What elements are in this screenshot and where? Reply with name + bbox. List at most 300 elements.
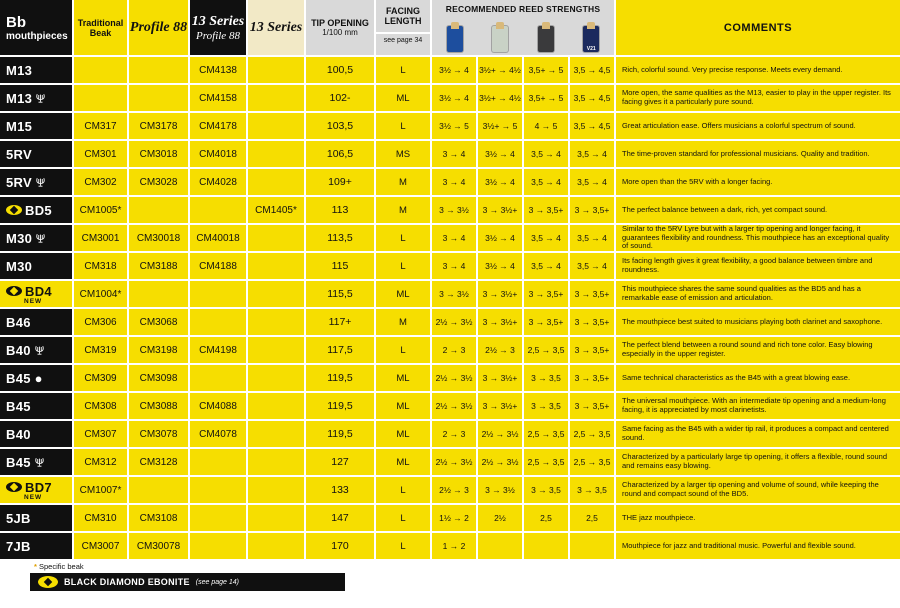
traditional-beak-ref: CM319	[74, 337, 127, 363]
reed-strength-56-rue-lepic: 3 → 3,5+	[524, 197, 568, 223]
reed-strength-v12: 3½ → 4	[478, 253, 522, 279]
reed-strength-v21: 3 → 3,5+	[570, 197, 614, 223]
reed-strength-56-rue-lepic: 3,5 → 4	[524, 169, 568, 195]
reed-strength-v12: 3 → 3½+	[478, 365, 522, 391]
tip-opening-value: 103,5	[306, 113, 374, 139]
comment-cell: THE jazz mouthpiece.	[616, 505, 900, 531]
reed-strength-56-rue-lepic	[524, 533, 568, 559]
table-row	[0, 85, 900, 111]
model-name: B46	[6, 314, 31, 330]
header-reeds-title: RECOMMENDED REED STRENGTHS	[445, 4, 601, 14]
model-label-group	[6, 63, 32, 78]
reed-strength-56-rue-lepic: 3,5+ → 5	[524, 57, 568, 83]
facing-length-value: L	[376, 113, 430, 139]
model-cell	[0, 337, 72, 363]
facing-length-value: MS	[376, 141, 430, 167]
reed-strength-56-rue-lepic: 2,5 → 3,5	[524, 449, 568, 475]
model-name: B45	[6, 454, 31, 470]
reed-strength-56-rue-lepic: 4 → 5	[524, 113, 568, 139]
reed-strength-traditional: 2½ → 3½	[432, 393, 476, 419]
model-name: B40	[6, 426, 31, 442]
model-label-group	[6, 511, 31, 526]
reed-strength-v12: 3 → 3½+	[478, 309, 522, 335]
series13-ref	[248, 169, 304, 195]
asterisk: *	[34, 562, 37, 571]
facing-length-value: ML	[376, 85, 430, 111]
reed-strength-56-rue-lepic: 3 → 3,5+	[524, 281, 568, 307]
reed-strength-v21: 2,5	[570, 505, 614, 531]
reed-strength-traditional: 3½ → 5	[432, 113, 476, 139]
series13-profile88-ref: CM40018	[190, 225, 246, 251]
profile88-ref: CM3108	[129, 505, 188, 531]
model-label-group	[6, 284, 52, 299]
facing-length-value: L	[376, 57, 430, 83]
tip-opening-value: 115	[306, 253, 374, 279]
specific-beak-text: Specific beak	[36, 562, 84, 571]
series13-profile88-ref	[190, 309, 246, 335]
model-name: 7JB	[6, 538, 31, 554]
series13-ref	[248, 253, 304, 279]
model-cell	[0, 225, 72, 251]
header-profile88: Profile 88	[129, 0, 188, 55]
reed-strength-v21: 3,5 → 4	[570, 141, 614, 167]
profile88-ref	[129, 197, 188, 223]
tip-opening-value: 115,5	[306, 281, 374, 307]
reed-strength-v12: 3 → 3½	[478, 477, 522, 503]
traditional-beak-ref: CM312	[74, 449, 127, 475]
traditional-beak-ref: CM301	[74, 141, 127, 167]
profile88-ref: CM3178	[129, 113, 188, 139]
comment-cell: More open, the same qualities as the M13, easier to play in the upper register. Its facing gives it a particularly pure sound.	[616, 85, 900, 111]
header-13series-sub: Profile 88	[196, 29, 240, 42]
series13-profile88-ref	[190, 365, 246, 391]
reed-strength-traditional: 2½ → 3½	[432, 449, 476, 475]
tip-opening-value: 106,5	[306, 141, 374, 167]
profile88-ref	[129, 477, 188, 503]
reed-strength-traditional: 1½ → 2	[432, 505, 476, 531]
reed-strength-56-rue-lepic: 3,5 → 4	[524, 225, 568, 251]
reed-strength-v12: 2½ → 3½	[478, 449, 522, 475]
black-diamond-icon	[6, 205, 22, 215]
series13-ref	[248, 365, 304, 391]
model-name: M30	[6, 230, 33, 246]
series13-ref	[248, 225, 304, 251]
model-label-group	[6, 119, 32, 134]
reed-strength-v12	[478, 533, 522, 559]
reed-strength-v12: 2½	[478, 505, 522, 531]
model-cell	[0, 505, 72, 531]
model-label-group	[6, 91, 46, 106]
header-13series-profile88	[190, 0, 246, 55]
table-row	[0, 421, 900, 447]
reed-strength-traditional: 3 → 3½	[432, 197, 476, 223]
tip-opening-value: 113	[306, 197, 374, 223]
reed-strength-v12: 3 → 3½+	[478, 197, 522, 223]
traditional-beak-ref: CM318	[74, 253, 127, 279]
traditional-beak-ref: CM309	[74, 365, 127, 391]
comment-cell: Same technical characteristics as the B45 with a great blowing ease.	[616, 365, 900, 391]
table-row	[0, 477, 900, 503]
comment-cell: This mouthpiece shares the same sound qualities as the BD5 and has a remarkable ease of emission and articulation.	[616, 281, 900, 307]
model-name: 5JB	[6, 510, 31, 526]
series13-ref	[248, 309, 304, 335]
comment-cell: Mouthpiece for jazz and traditional music. Powerful and flexible sound.	[616, 533, 900, 559]
reed-strength-v21: 2,5 → 3,5	[570, 421, 614, 447]
comment-cell: The time-proven standard for professional musicians. Quality and tradition.	[616, 141, 900, 167]
reed-strength-56-rue-lepic: 3 → 3,5+	[524, 309, 568, 335]
model-name: BD5	[25, 202, 52, 218]
facing-length-value: L	[376, 505, 430, 531]
series13-profile88-ref	[190, 505, 246, 531]
reed-strength-traditional: 1 → 2	[432, 533, 476, 559]
facing-length-value: M	[376, 169, 430, 195]
lyre-icon	[34, 457, 45, 468]
lyre-icon	[35, 177, 46, 188]
reed-strength-v12: 3½+ → 5	[478, 113, 522, 139]
series13-ref	[248, 57, 304, 83]
tip-opening-value: 170	[306, 533, 374, 559]
reed-strength-v12: 2½ → 3½	[478, 421, 522, 447]
profile88-ref: CM3188	[129, 253, 188, 279]
facing-length-value: ML	[376, 421, 430, 447]
reed-traditional-icon	[447, 26, 463, 52]
facing-length-value: ML	[376, 449, 430, 475]
traditional-beak-ref: CM308	[74, 393, 127, 419]
comment-cell: Characterized by a particularly large tip opening, it offers a flexible, round sound and remains easy blowing.	[616, 449, 900, 475]
series13-profile88-ref: CM4178	[190, 113, 246, 139]
specific-beak-note	[34, 562, 900, 571]
reed-v21-icon: V21	[583, 26, 599, 52]
table-row	[0, 225, 900, 251]
tip-opening-value: 119,5	[306, 393, 374, 419]
comment-cell: Same facing as the B45 with a wider tip rail, it produces a compact and centered sound.	[616, 421, 900, 447]
series13-ref	[248, 141, 304, 167]
header-13series: 13 Series	[248, 0, 304, 55]
facing-length-value: L	[376, 225, 430, 251]
reed-strength-v21: 3,5 → 4	[570, 225, 614, 251]
series13-ref	[248, 449, 304, 475]
series13-profile88-ref: CM4018	[190, 141, 246, 167]
reed-strength-v21: 3,5 → 4,5	[570, 113, 614, 139]
model-name: 5RV	[6, 146, 32, 162]
model-cell	[0, 421, 72, 447]
header-tip-unit: 1/100 mm	[322, 28, 358, 37]
model-cell	[0, 393, 72, 419]
reed-icon-row	[432, 14, 614, 55]
facing-length-value: M	[376, 309, 430, 335]
reed-strength-56-rue-lepic: 3 → 3,5	[524, 365, 568, 391]
model-label-group	[6, 203, 52, 218]
model-cell	[0, 113, 72, 139]
model-label-group	[6, 371, 43, 386]
series13-profile88-ref: CM4088	[190, 393, 246, 419]
black-diamond-label: BLACK DIAMOND EBONITE	[64, 577, 190, 587]
tip-opening-value: 147	[306, 505, 374, 531]
series13-profile88-ref	[190, 197, 246, 223]
header-tip-title: TIP OPENING	[311, 18, 369, 28]
comment-cell: Rich, colorful sound. Very precise response. Meets every demand.	[616, 57, 900, 83]
model-cell	[0, 533, 72, 559]
table-row	[0, 505, 900, 531]
series13-ref: CM1405*	[248, 197, 304, 223]
model-label-group	[6, 455, 45, 470]
model-label-group	[6, 315, 31, 330]
series13-profile88-ref: CM4078	[190, 421, 246, 447]
model-cell	[0, 309, 72, 335]
facing-length-value: L	[376, 253, 430, 279]
table-row	[0, 281, 900, 307]
profile88-ref: CM3098	[129, 365, 188, 391]
model-label-group	[6, 343, 45, 358]
reed-strength-v12: 3½ → 4	[478, 169, 522, 195]
traditional-beak-ref: CM1004*	[74, 281, 127, 307]
comment-cell: The perfect balance between a dark, rich, yet compact sound.	[616, 197, 900, 223]
black-diamond-icon	[6, 482, 22, 492]
traditional-beak-ref: CM310	[74, 505, 127, 531]
comment-cell: Its facing length gives it great flexibility, a good balance between timbre and roundness.	[616, 253, 900, 279]
model-cell	[0, 281, 72, 307]
model-label-group	[6, 399, 31, 414]
lyre-icon	[35, 233, 46, 244]
traditional-beak-ref	[74, 85, 127, 111]
reed-strength-traditional: 3 → 4	[432, 169, 476, 195]
divider	[376, 32, 430, 34]
reed-strength-v21: 3 → 3,5+	[570, 309, 614, 335]
series13-profile88-ref: CM4188	[190, 253, 246, 279]
table-row	[0, 309, 900, 335]
traditional-beak-ref: CM1007*	[74, 477, 127, 503]
model-cell	[0, 85, 72, 111]
facing-length-value: ML	[376, 393, 430, 419]
comment-cell: Great articulation ease. Offers musicians a colorful spectrum of sound.	[616, 113, 900, 139]
tip-opening-value: 119,5	[306, 421, 374, 447]
lyre-icon	[35, 93, 46, 104]
reed-strength-traditional: 3½ → 4	[432, 85, 476, 111]
table-header	[0, 0, 900, 55]
profile88-ref: CM3128	[129, 449, 188, 475]
header-facing-note: see page 34	[383, 36, 423, 44]
header-facing-title: FACING LENGTH	[384, 6, 422, 27]
reed-strength-v12: 3 → 3½+	[478, 281, 522, 307]
reed-strength-traditional: 3 → 4	[432, 141, 476, 167]
model-cell	[0, 253, 72, 279]
tip-opening-value: 113,5	[306, 225, 374, 251]
traditional-beak-ref: CM306	[74, 309, 127, 335]
reed-strength-traditional: 3 → 4	[432, 253, 476, 279]
table-row	[0, 57, 900, 83]
series13-ref	[248, 533, 304, 559]
profile88-ref	[129, 57, 188, 83]
table-row	[0, 393, 900, 419]
reed-strength-v21: 3 → 3,5+	[570, 365, 614, 391]
reed-strength-v21: 3,5 → 4	[570, 253, 614, 279]
traditional-beak-ref: CM302	[74, 169, 127, 195]
tip-opening-value: 119,5	[306, 365, 374, 391]
header-tip-opening	[306, 0, 374, 55]
series13-profile88-ref: CM4198	[190, 337, 246, 363]
tip-opening-value: 117,5	[306, 337, 374, 363]
reed-strength-v21: 3,5 → 4,5	[570, 57, 614, 83]
reed-strength-traditional: 2½ → 3½	[432, 309, 476, 335]
series13-ref	[248, 85, 304, 111]
series13-profile88-ref: CM4028	[190, 169, 246, 195]
model-name: M13	[6, 90, 33, 106]
reed-strength-traditional: 2 → 3	[432, 337, 476, 363]
model-cell	[0, 477, 72, 503]
reed-strength-56-rue-lepic: 3 → 3,5	[524, 477, 568, 503]
model-name: BD7	[25, 479, 52, 495]
table-row	[0, 337, 900, 363]
model-name: B45 ●	[6, 370, 43, 386]
header-13series-top: 13 Series	[191, 13, 245, 29]
facing-length-value: ML	[376, 281, 430, 307]
header-mouthpieces	[0, 0, 72, 55]
comment-cell: The universal mouthpiece. With an intermediate tip opening and a medium-long facing, it is appreciated by most clarinetists.	[616, 393, 900, 419]
table-row	[0, 449, 900, 475]
traditional-beak-ref	[74, 57, 127, 83]
model-label-group	[6, 259, 32, 274]
model-name: BD4	[25, 283, 52, 299]
series13-profile88-ref	[190, 477, 246, 503]
table-row	[0, 113, 900, 139]
reed-strength-traditional: 2½ → 3½	[432, 365, 476, 391]
profile88-ref: CM30018	[129, 225, 188, 251]
model-label-group	[6, 480, 52, 495]
series13-ref	[248, 337, 304, 363]
reed-strength-56-rue-lepic: 3,5+ → 5	[524, 85, 568, 111]
new-badge: NEW	[24, 297, 43, 305]
series13-profile88-ref: CM4138	[190, 57, 246, 83]
reed-strength-traditional: 2 → 3	[432, 421, 476, 447]
facing-length-value: L	[376, 533, 430, 559]
model-label-group	[6, 175, 46, 190]
reed-strength-v12: 3½ → 4	[478, 225, 522, 251]
series13-profile88-ref	[190, 533, 246, 559]
profile88-ref: CM3088	[129, 393, 188, 419]
reed-strength-v21: 3 → 3,5	[570, 477, 614, 503]
table-row	[0, 253, 900, 279]
reed-strength-v21: 2,5 → 3,5	[570, 449, 614, 475]
header-mouthpieces-label: mouthpieces	[6, 30, 68, 42]
reed-strength-56-rue-lepic: 3,5 → 4	[524, 253, 568, 279]
profile88-ref: CM3028	[129, 169, 188, 195]
table-body	[0, 57, 900, 559]
lyre-icon	[34, 345, 45, 356]
comment-cell: More open than the 5RV with a longer facing.	[616, 169, 900, 195]
model-cell	[0, 197, 72, 223]
model-cell	[0, 365, 72, 391]
profile88-ref: CM30078	[129, 533, 188, 559]
header-comments: COMMENTS	[616, 0, 900, 55]
series13-ref	[248, 113, 304, 139]
facing-length-value: L	[376, 477, 430, 503]
table-row	[0, 533, 900, 559]
series13-profile88-ref: CM4158	[190, 85, 246, 111]
reed-strength-56-rue-lepic: 2,5 → 3,5	[524, 421, 568, 447]
header-traditional-beak: Traditional Beak	[74, 0, 127, 55]
comment-cell: The mouthpiece best suited to musicians playing both clarinet and saxophone.	[616, 309, 900, 335]
model-name: B40	[6, 342, 31, 358]
series13-ref	[248, 421, 304, 447]
reed-v12-icon	[492, 26, 508, 52]
reed-strength-traditional: 3 → 3½	[432, 281, 476, 307]
model-cell	[0, 169, 72, 195]
facing-length-value: ML	[376, 365, 430, 391]
series13-profile88-ref	[190, 281, 246, 307]
traditional-beak-ref: CM317	[74, 113, 127, 139]
black-diamond-legend	[30, 573, 345, 591]
header-mouthpieces-key: Bb	[6, 13, 26, 31]
traditional-beak-ref: CM307	[74, 421, 127, 447]
model-label-group	[6, 427, 31, 442]
facing-length-value: L	[376, 337, 430, 363]
table-row	[0, 197, 900, 223]
profile88-ref: CM3198	[129, 337, 188, 363]
profile88-ref: CM3078	[129, 421, 188, 447]
traditional-beak-ref: CM1005*	[74, 197, 127, 223]
comment-cell: The perfect blend between a round sound and rich tone color. Easy blowing especially in the upper register.	[616, 337, 900, 363]
tip-opening-value: 100,5	[306, 57, 374, 83]
new-badge: NEW	[24, 493, 43, 501]
model-cell	[0, 141, 72, 167]
facing-length-value: M	[376, 197, 430, 223]
reed-strength-v12: 3½ → 4	[478, 141, 522, 167]
profile88-ref	[129, 85, 188, 111]
black-diamond-icon	[6, 286, 22, 296]
reed-strength-v12: 2½ → 3	[478, 337, 522, 363]
tip-opening-value: 102-	[306, 85, 374, 111]
black-diamond-icon	[38, 576, 58, 588]
comment-cell: Similar to the 5RV Lyre but with a larger tip opening and longer facing, it guarantees flexibility and roundness. This mouthpiece has an exceptional quality of sound.	[616, 225, 900, 251]
reed-strength-v21: 3 → 3,5+	[570, 393, 614, 419]
reed-strength-v21	[570, 533, 614, 559]
reed-strength-traditional: 3½ → 4	[432, 57, 476, 83]
reed-strength-56-rue-lepic: 3 → 3,5	[524, 393, 568, 419]
reed-strength-v21: 3,5 → 4,5	[570, 85, 614, 111]
model-cell	[0, 449, 72, 475]
series13-ref	[248, 505, 304, 531]
tip-opening-value: 117+	[306, 309, 374, 335]
table-row	[0, 141, 900, 167]
reed-strength-traditional: 2½ → 3	[432, 477, 476, 503]
model-cell	[0, 57, 72, 83]
series13-ref	[248, 393, 304, 419]
model-label-group	[6, 147, 32, 162]
reed-strength-56-rue-lepic: 2,5 → 3,5	[524, 337, 568, 363]
comment-cell: Characterized by a larger tip opening and volume of sound, while keeping the round and compact sound of the BD5.	[616, 477, 900, 503]
tip-opening-value: 109+	[306, 169, 374, 195]
reed-strength-v12: 3½+ → 4½	[478, 85, 522, 111]
model-name: M15	[6, 118, 33, 134]
black-diamond-note: (see page 14)	[195, 578, 239, 586]
header-facing-length	[376, 0, 430, 55]
reed-strength-v12: 3 → 3½+	[478, 393, 522, 419]
profile88-ref	[129, 281, 188, 307]
tip-opening-value: 127	[306, 449, 374, 475]
reed-56-rue-lepic-icon	[538, 26, 554, 52]
model-name: 5RV	[6, 174, 32, 190]
profile88-ref: CM3018	[129, 141, 188, 167]
reed-strength-v12: 3½+ → 4½	[478, 57, 522, 83]
series13-ref	[248, 281, 304, 307]
traditional-beak-ref: CM3001	[74, 225, 127, 251]
reed-strength-v21: 3 → 3,5+	[570, 337, 614, 363]
model-name: B45	[6, 398, 31, 414]
model-label-group	[6, 539, 31, 554]
model-name: M13	[6, 62, 33, 78]
profile88-ref: CM3068	[129, 309, 188, 335]
reed-strength-v21: 3 → 3,5+	[570, 281, 614, 307]
